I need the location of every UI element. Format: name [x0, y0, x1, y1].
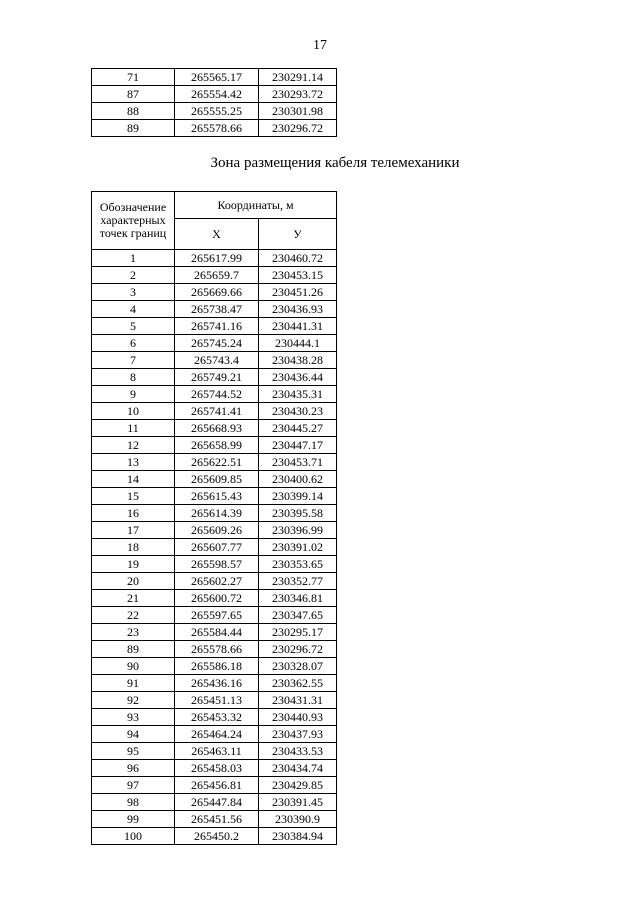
- points-column-header: Обозначение характерных точек границ: [92, 192, 175, 250]
- y-coordinate-cell: 230347.65: [259, 607, 337, 624]
- y-coordinate-cell: 230437.93: [259, 726, 337, 743]
- point-number-cell: 11: [92, 420, 175, 437]
- table-row: [92, 420, 337, 437]
- table-row: [92, 641, 337, 658]
- x-coordinate-cell: 265458.03: [175, 760, 259, 777]
- table-row: [92, 743, 337, 760]
- x-coordinate-cell: 265609.26: [175, 522, 259, 539]
- x-coordinate-cell: 265738.47: [175, 301, 259, 318]
- coordinates-column-header: Координаты, м: [175, 192, 337, 219]
- y-coordinate-cell: 230451.26: [259, 284, 337, 301]
- table-row: [92, 103, 337, 120]
- point-number-cell: 3: [92, 284, 175, 301]
- x-coordinate-cell: 265555.25: [175, 103, 259, 120]
- x-coordinate-cell: 265565.17: [175, 69, 259, 86]
- x-coordinate-cell: 265451.13: [175, 692, 259, 709]
- table-row: [92, 590, 337, 607]
- point-number-cell: 90: [92, 658, 175, 675]
- point-number-cell: 12: [92, 437, 175, 454]
- x-coordinate-cell: 265598.57: [175, 556, 259, 573]
- table-row: [92, 556, 337, 573]
- x-coordinate-cell: 265463.11: [175, 743, 259, 760]
- table-row: [92, 726, 337, 743]
- table-row: [92, 301, 337, 318]
- point-number-cell: 16: [92, 505, 175, 522]
- table-row: [92, 69, 337, 86]
- y-coordinate-cell: 230296.72: [259, 120, 337, 137]
- x-coordinate-cell: 265450.2: [175, 828, 259, 845]
- x-coordinate-cell: 265741.16: [175, 318, 259, 335]
- y-coordinate-cell: 230447.17: [259, 437, 337, 454]
- table-row: [92, 658, 337, 675]
- point-number-cell: 2: [92, 267, 175, 284]
- y-coordinate-cell: 230400.62: [259, 471, 337, 488]
- x-column-header: X: [175, 219, 259, 250]
- x-coordinate-cell: 265456.81: [175, 777, 259, 794]
- y-coordinate-cell: 230328.07: [259, 658, 337, 675]
- table-row: [92, 86, 337, 103]
- table-row: [92, 471, 337, 488]
- y-column-header: У: [259, 219, 337, 250]
- y-coordinate-cell: 230434.74: [259, 760, 337, 777]
- y-coordinate-cell: 230399.14: [259, 488, 337, 505]
- y-coordinate-cell: 230390.9: [259, 811, 337, 828]
- table-row: [92, 437, 337, 454]
- x-coordinate-cell: 265617.99: [175, 250, 259, 267]
- y-coordinate-cell: 230429.85: [259, 777, 337, 794]
- x-coordinate-cell: 265668.93: [175, 420, 259, 437]
- x-coordinate-cell: 265451.56: [175, 811, 259, 828]
- y-coordinate-cell: 230352.77: [259, 573, 337, 590]
- x-coordinate-cell: 265669.66: [175, 284, 259, 301]
- point-number-cell: 100: [92, 828, 175, 845]
- point-number-cell: 7: [92, 352, 175, 369]
- table-row: [92, 828, 337, 845]
- y-coordinate-cell: 230431.31: [259, 692, 337, 709]
- point-number-cell: 95: [92, 743, 175, 760]
- point-number-cell: 4: [92, 301, 175, 318]
- y-coordinate-cell: 230444.1: [259, 335, 337, 352]
- point-number-cell: 20: [92, 573, 175, 590]
- y-coordinate-cell: 230346.81: [259, 590, 337, 607]
- y-coordinate-cell: 230391.45: [259, 794, 337, 811]
- point-number-cell: 9: [92, 386, 175, 403]
- table-row: [92, 760, 337, 777]
- x-coordinate-cell: 265464.24: [175, 726, 259, 743]
- y-coordinate-cell: 230295.17: [259, 624, 337, 641]
- x-coordinate-cell: 265744.52: [175, 386, 259, 403]
- x-coordinate-cell: 265578.66: [175, 641, 259, 658]
- point-number-cell: 6: [92, 335, 175, 352]
- y-coordinate-cell: 230396.99: [259, 522, 337, 539]
- table-row: [92, 692, 337, 709]
- y-coordinate-cell: 230438.28: [259, 352, 337, 369]
- y-coordinate-cell: 230433.53: [259, 743, 337, 760]
- table-row: [92, 120, 337, 137]
- point-number-cell: 87: [92, 86, 175, 103]
- y-coordinate-cell: 230436.93: [259, 301, 337, 318]
- point-number-cell: 71: [92, 69, 175, 86]
- point-number-cell: 23: [92, 624, 175, 641]
- table-row: [92, 624, 337, 641]
- table-row: [92, 488, 337, 505]
- x-coordinate-cell: 265745.24: [175, 335, 259, 352]
- point-number-cell: 22: [92, 607, 175, 624]
- x-coordinate-cell: 265578.66: [175, 120, 259, 137]
- point-number-cell: 18: [92, 539, 175, 556]
- telemechanics-cable-coordinates-table: [91, 191, 337, 845]
- x-coordinate-cell: 265436.16: [175, 675, 259, 692]
- section-title: Зона размещения кабеля телемеханики: [210, 155, 460, 171]
- table-row: [92, 607, 337, 624]
- y-coordinate-cell: 230440.93: [259, 709, 337, 726]
- table-row: [92, 454, 337, 471]
- y-coordinate-cell: 230296.72: [259, 641, 337, 658]
- table-row: [92, 794, 337, 811]
- point-number-cell: 92: [92, 692, 175, 709]
- x-coordinate-cell: 265749.21: [175, 369, 259, 386]
- y-coordinate-cell: 230391.02: [259, 539, 337, 556]
- point-number-cell: 89: [92, 120, 175, 137]
- x-coordinate-cell: 265453.32: [175, 709, 259, 726]
- point-number-cell: 14: [92, 471, 175, 488]
- y-coordinate-cell: 230301.98: [259, 103, 337, 120]
- table-row: [92, 539, 337, 556]
- point-number-cell: 21: [92, 590, 175, 607]
- table-row: [92, 522, 337, 539]
- y-coordinate-cell: 230453.71: [259, 454, 337, 471]
- point-number-cell: 1: [92, 250, 175, 267]
- y-coordinate-cell: 230430.23: [259, 403, 337, 420]
- x-coordinate-cell: 265600.72: [175, 590, 259, 607]
- table-row: [92, 369, 337, 386]
- x-coordinate-cell: 265622.51: [175, 454, 259, 471]
- x-coordinate-cell: 265658.99: [175, 437, 259, 454]
- table-row: [92, 284, 337, 301]
- y-coordinate-cell: 230460.72: [259, 250, 337, 267]
- x-coordinate-cell: 265743.4: [175, 352, 259, 369]
- point-number-cell: 94: [92, 726, 175, 743]
- x-coordinate-cell: 265607.77: [175, 539, 259, 556]
- y-coordinate-cell: 230291.14: [259, 69, 337, 86]
- point-number-cell: 91: [92, 675, 175, 692]
- point-number-cell: 99: [92, 811, 175, 828]
- y-coordinate-cell: 230435.31: [259, 386, 337, 403]
- y-coordinate-cell: 230453.15: [259, 267, 337, 284]
- y-coordinate-cell: 230293.72: [259, 86, 337, 103]
- table-row: [92, 811, 337, 828]
- point-number-cell: 19: [92, 556, 175, 573]
- table-row: [92, 777, 337, 794]
- table-body: [92, 69, 337, 137]
- point-number-cell: 96: [92, 760, 175, 777]
- x-coordinate-cell: 265659.7: [175, 267, 259, 284]
- table-header: [92, 192, 337, 250]
- table-row: [92, 403, 337, 420]
- table-row: [92, 386, 337, 403]
- x-coordinate-cell: 265586.18: [175, 658, 259, 675]
- table-row: [92, 318, 337, 335]
- point-number-cell: 98: [92, 794, 175, 811]
- point-number-cell: 8: [92, 369, 175, 386]
- x-coordinate-cell: 265447.84: [175, 794, 259, 811]
- point-number-cell: 88: [92, 103, 175, 120]
- x-coordinate-cell: 265615.43: [175, 488, 259, 505]
- table-body: [92, 250, 337, 845]
- table-row: [92, 505, 337, 522]
- point-number-cell: 89: [92, 641, 175, 658]
- point-number-cell: 97: [92, 777, 175, 794]
- y-coordinate-cell: 230436.44: [259, 369, 337, 386]
- point-number-cell: 15: [92, 488, 175, 505]
- point-number-cell: 10: [92, 403, 175, 420]
- table-row: [92, 250, 337, 267]
- point-number-cell: 17: [92, 522, 175, 539]
- x-coordinate-cell: 265614.39: [175, 505, 259, 522]
- table-row: [92, 573, 337, 590]
- x-coordinate-cell: 265584.44: [175, 624, 259, 641]
- point-number-cell: 5: [92, 318, 175, 335]
- table-row: [92, 352, 337, 369]
- y-coordinate-cell: 230353.65: [259, 556, 337, 573]
- x-coordinate-cell: 265741.41: [175, 403, 259, 420]
- table-row: [92, 709, 337, 726]
- y-coordinate-cell: 230441.31: [259, 318, 337, 335]
- point-number-cell: 93: [92, 709, 175, 726]
- y-coordinate-cell: 230445.27: [259, 420, 337, 437]
- y-coordinate-cell: 230395.58: [259, 505, 337, 522]
- x-coordinate-cell: 265609.85: [175, 471, 259, 488]
- table-row: [92, 267, 337, 284]
- point-number-cell: 13: [92, 454, 175, 471]
- table-row: [92, 335, 337, 352]
- table-row: [92, 675, 337, 692]
- coordinates-table-continued: [91, 68, 337, 137]
- x-coordinate-cell: 265554.42: [175, 86, 259, 103]
- x-coordinate-cell: 265602.27: [175, 573, 259, 590]
- x-coordinate-cell: 265597.65: [175, 607, 259, 624]
- page-number: 17: [313, 38, 327, 53]
- y-coordinate-cell: 230362.55: [259, 675, 337, 692]
- y-coordinate-cell: 230384.94: [259, 828, 337, 845]
